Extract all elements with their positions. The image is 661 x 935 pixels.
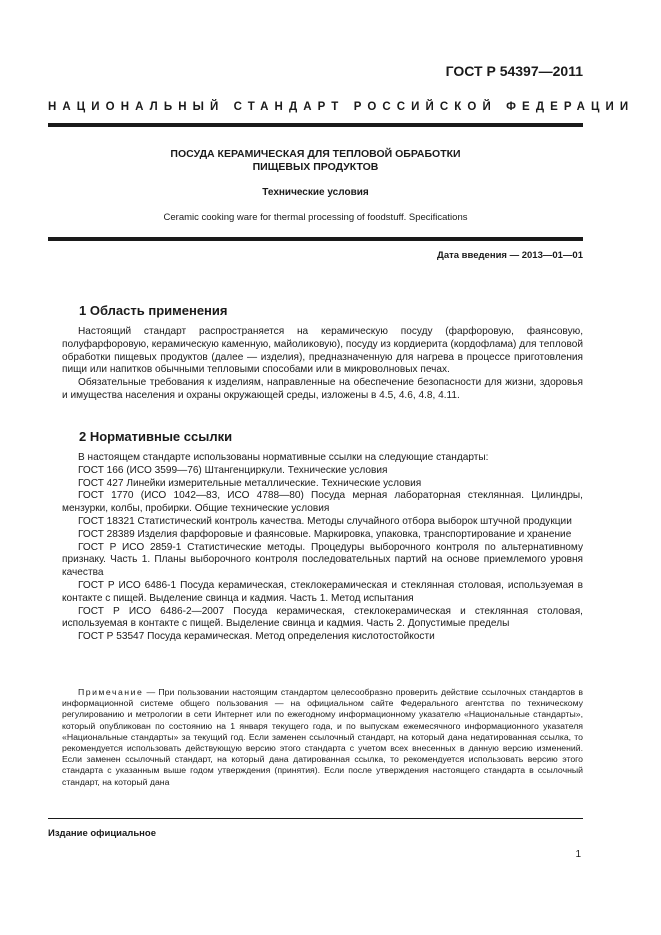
reference-item: ГОСТ Р ИСО 2859-1 Статистические методы. Процедуры выборочного контроля по альтернативному признаку. Часть 1. Планы выборочного контроля последовательных партий на основе приемлемого уровня качества [62, 541, 583, 579]
reference-item: ГОСТ 28389 Изделия фарфоровые и фаянсовые. Маркировка, упаковка, транспортирование и хранение [78, 528, 572, 540]
section-2-heading: 2 Нормативные ссылки [79, 429, 233, 444]
title-line-2: ПИЩЕВЫХ ПРОДУКТОВ [252, 161, 379, 173]
note-paragraph [62, 687, 583, 788]
note-text: — При пользовании настоящим стандартом целесообразно проверить действие ссылочных стандартов в информационной системе общего пользования — на официальном сайте Федерального агентства по техническому регулированию и метрологии в сети Интернет или по ежегодному информационному указателю «Национальные стандарты», который опубликован по состоянию на 1 января текущего года, и по выпускам ежемесячного информационного указателя «Национальные стандарты» за текущий год. Если заменен ссылочный стандарт, на который дана недатированная ссылка, то рекомендуется использовать действующую версию этого стандарта с учетом всех внесенных в данную версию изменений. Если заменен ссылочный стандарт, на который дана датированная ссылка, то рекомендуется использовать версию этого стандарта с указанным выше годом утверждения (принятия). Если после утверждения настоящего стандарта в ссылочный стандарт, на который дана [62, 687, 583, 787]
document-title [48, 148, 583, 174]
page-number: 1 [575, 849, 581, 860]
section-2-body [62, 452, 583, 644]
reference-paragraph: В настоящем стандарте использованы нормативные ссылки на следующие стандарты: [78, 452, 489, 463]
national-standard-banner: НАЦИОНАЛЬНЫЙ СТАНДАРТ РОССИЙСКОЙ ФЕДЕРАЦИИ [48, 101, 635, 113]
reference-item: ГОСТ 18321 Статистический контроль качества. Методы случайного отбора выборок штучной продукции [78, 515, 572, 527]
section-1-paragraph: Обязательные требования к изделиям, направленные на обеспечение безопасности для жизни, здоровья и имущества населения и охраны окружающей среды, изложены в 4.5, 4.6, 4.8, 4.11. [62, 377, 583, 401]
section-1-heading: 1 Область применения [79, 303, 228, 318]
footer-divider [48, 818, 583, 819]
reference-item: ГОСТ 1770 (ИСО 1042—83, ИСО 4788—80) Посуда мерная лабораторная стеклянная. Цилиндры, мензурки, колбы, пробирки. Общие технические условия [62, 490, 583, 515]
title-divider [48, 237, 583, 241]
english-title: Ceramic cooking ware for thermal processing of foodstuff. Specifications [163, 212, 468, 223]
header-divider [48, 123, 583, 127]
official-edition-label: Издание официальное [48, 828, 156, 839]
title-line-1: ПОСУДА КЕРАМИЧЕСКАЯ ДЛЯ ТЕПЛОВОЙ ОБРАБОТКИ [170, 148, 461, 160]
introduction-date: Дата введения — 2013—01—01 [437, 250, 583, 261]
note-block [62, 687, 583, 788]
document-subtitle: Технические условия [262, 187, 369, 198]
note-label: Примечание [78, 687, 144, 697]
reference-item: ГОСТ Р ИСО 6486-2—2007 Посуда керамическая, стеклокерамическая и стеклянная столовая, используемая в контакте с пищей. Выделение свинца и кадмия. Часть 2. Допустимые пределы [62, 605, 583, 630]
document-code: ГОСТ Р 54397—2011 [445, 63, 583, 79]
reference-item: ГОСТ Р ИСО 6486-1 Посуда керамическая, стеклокерамическая и стеклянная столовая, используемая в контакте с пищей. Выделение свинца и кадмия. Часть 1. Метод испытания [62, 579, 583, 604]
section-1-body [62, 326, 583, 403]
reference-item: ГОСТ 166 (ИСО 3599—76) Штангенциркули. Технические условия [78, 464, 388, 476]
reference-item: ГОСТ Р 53547 Посуда керамическая. Метод определения кислотостойкости [78, 631, 435, 643]
section-1-paragraph: Настоящий стандарт распространяется на керамическую посуду (фарфоровую, фаянсовую, полуфарфоровую, керамическую каменную, майоликовую), посуду из кордиерита (кордофлама) для тепловой обработки пищевых продуктов (далее — изделия), предназначенную для нагрева в процессе приготовления пищи или напитков обычными тепловыми способами или в микроволновых печах. [62, 326, 583, 376]
reference-item: ГОСТ 427 Линейки измерительные металлические. Технические условия [78, 477, 422, 489]
